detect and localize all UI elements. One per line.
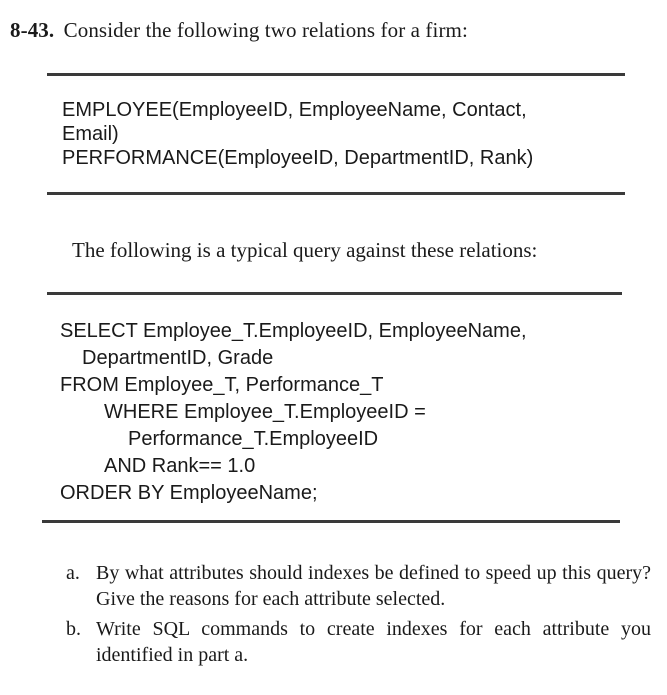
relation-employee-line-2: Email) [62, 123, 119, 145]
question-a-text: By what attributes should indexes be defined to speed up this query? Give the reasons for each attribute selected. [96, 562, 651, 610]
relations-top-rule [47, 73, 625, 76]
sql-line-and: AND Rank== 1.0 [104, 455, 256, 477]
question-a [66, 560, 651, 612]
query-intro: The following is a typical query against these relations: [72, 238, 538, 262]
sql-line-where-cont: Performance_T.EmployeeID [128, 428, 379, 450]
relations-block [62, 98, 622, 170]
relations-bottom-rule [47, 192, 625, 195]
sql-line-select: SELECT Employee_T.EmployeeID, EmployeeName, [60, 320, 527, 342]
sql-line-where: WHERE Employee_T.EmployeeID = [104, 401, 426, 423]
sql-top-rule [47, 292, 622, 295]
sql-line-select-cont: DepartmentID, Grade [82, 347, 274, 369]
question-b-text: Write SQL commands to create indexes for each attribute you identified in part a. [96, 618, 651, 666]
relation-employee-line-1: EMPLOYEE(EmployeeID, EmployeeName, Contact, [62, 99, 527, 121]
question-a-label: a. [66, 562, 80, 584]
sql-query-block [60, 318, 527, 507]
problem-header [10, 18, 468, 43]
sql-line-order-by: ORDER BY EmployeeName; [60, 482, 318, 504]
sql-line-from: FROM Employee_T, Performance_T [60, 374, 384, 396]
sql-bottom-rule [42, 520, 620, 523]
relation-performance: PERFORMANCE(EmployeeID, DepartmentID, Rank) [62, 147, 534, 169]
question-b-label: b. [66, 618, 81, 640]
question-b [66, 616, 651, 668]
problem-number: 8-43. [10, 18, 55, 42]
problem-prompt: Consider the following two relations for a firm: [63, 18, 468, 42]
questions-list [66, 560, 651, 672]
